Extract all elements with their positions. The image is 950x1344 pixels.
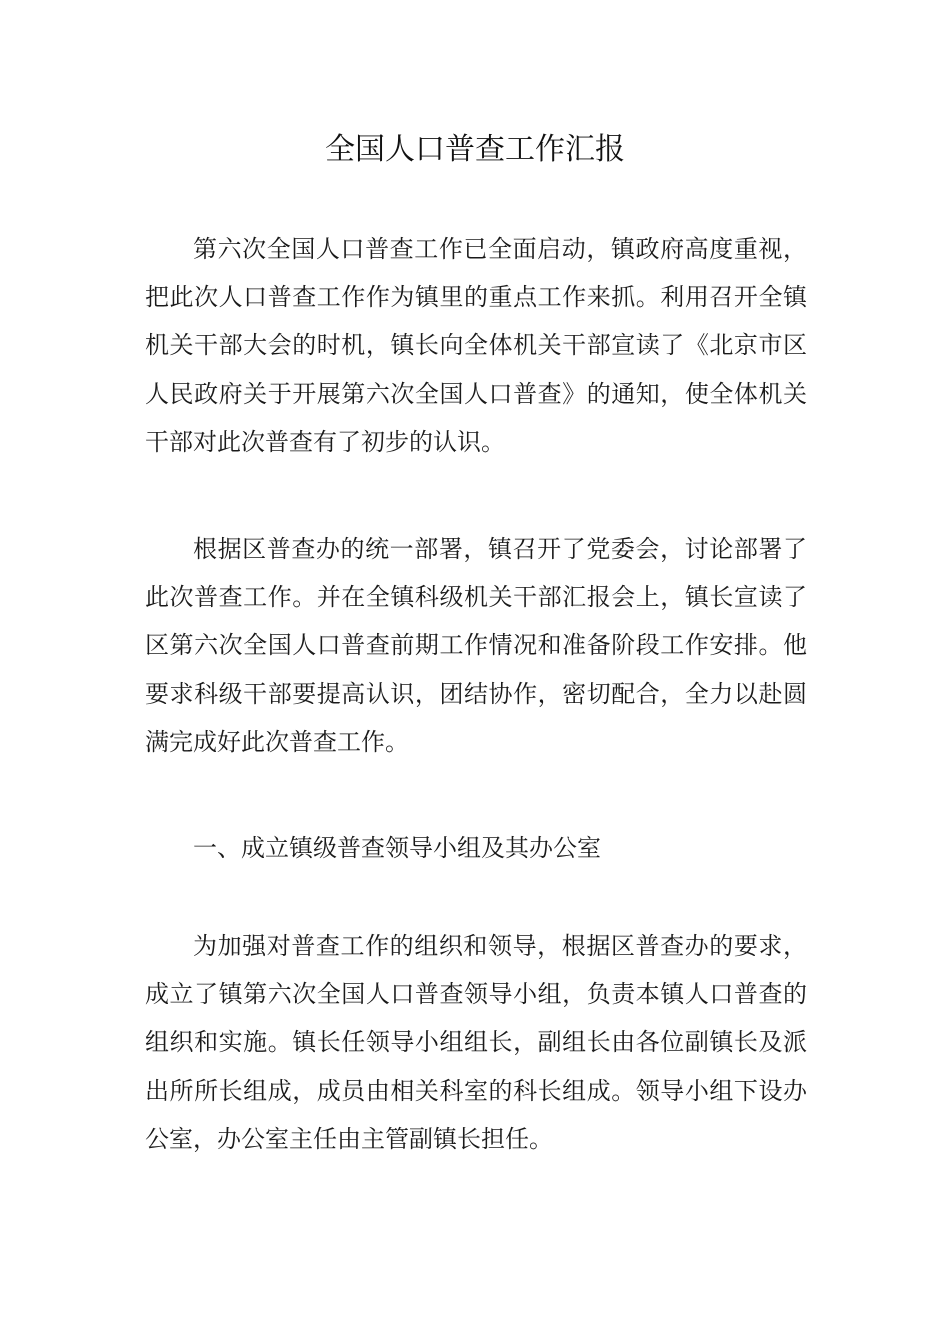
- paragraph-deployment: 根据区普查办的统一部署，镇召开了党委会，讨论部署了此次普查工作。并在全镇科级机关干部汇报会上，镇长宣读了区第六次全国人口普查前期工作情况和准备阶段工作安排。他要求科级干部要提高认识，团结协作，密切配合，全力以赴圆满完成好此次普查工作。: [145, 535, 807, 756]
- document-title: 全国人口普查工作汇报: [325, 132, 625, 167]
- paragraph-leadership-group: 为加强对普查工作的组织和领导，根据区普查办的要求，成立了镇第六次全国人口普查领导小组，负责本镇人口普查的组织和实施。镇长任领导小组组长，副组长由各位副镇长及派出所所长组成，成员由相关科室的科长组成。领导小组下设办公室，办公室主任由主管副镇长担任。: [145, 932, 807, 1153]
- section-heading-1: 一、成立镇级普查领导小组及其办公室: [193, 834, 601, 862]
- paragraph-intro: 第六次全国人口普查工作已全面启动，镇政府高度重视，把此次人口普查工作作为镇里的重点工作来抓。利用召开全镇机关干部大会的时机，镇长向全体机关干部宣读了《北京市区人民政府关于开展第六次全国人口普查》的通知，使全体机关干部对此次普查有了初步的认识。: [145, 235, 807, 456]
